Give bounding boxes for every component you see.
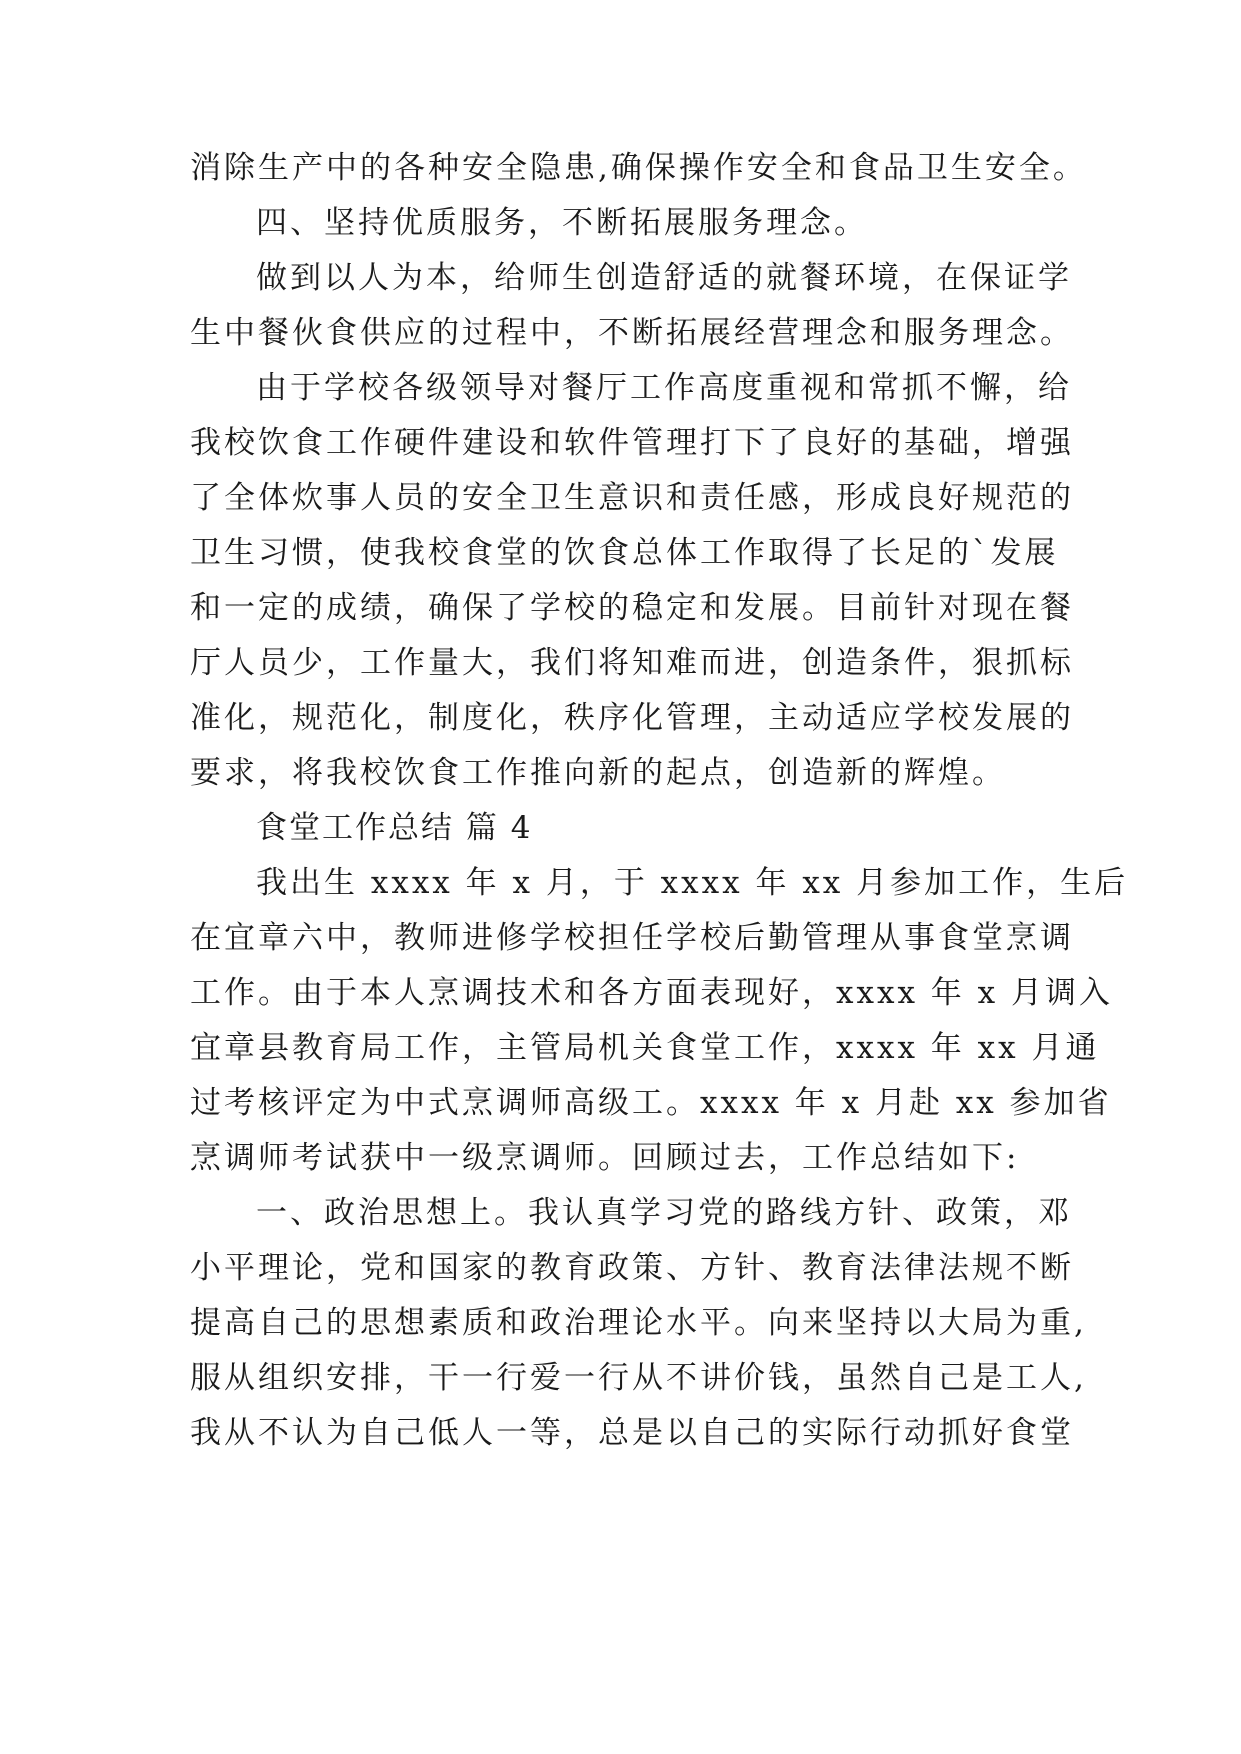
text-line: 卫生习惯，使我校食堂的饮食总体工作取得了长足的`发展 xyxy=(190,535,1059,571)
text-line: 工作。由于本人烹调技术和各方面表现好，xxxx 年 x 月调入 xyxy=(190,975,1113,1011)
text-line: 我出生 xxxx 年 x 月，于 xxxx 年 xx 月参加工作，生后 xyxy=(256,865,1129,901)
text-line: 准化，规范化，制度化，秩序化管理，主动适应学校发展的 xyxy=(190,700,1074,736)
text-line: 和一定的成绩，确保了学校的稳定和发展。目前针对现在餐 xyxy=(190,590,1074,626)
text-line: 我校饮食工作硬件建设和软件管理打下了良好的基础，增强 xyxy=(190,425,1074,461)
text-line: 过考核评定为中式烹调师高级工。xxxx 年 x 月赴 xx 参加省 xyxy=(190,1085,1112,1121)
text-line: 一、政治思想上。我认真学习党的路线方针、政策，邓 xyxy=(256,1195,1072,1231)
text-line: 生中餐伙食供应的过程中，不断拓展经营理念和服务理念。 xyxy=(190,315,1074,351)
text-line: 要求，将我校饮食工作推向新的起点，创造新的辉煌。 xyxy=(190,755,1006,791)
text-line: 在宜章六中，教师进修学校担任学校后勤管理从事食堂烹调 xyxy=(190,920,1074,956)
text-line: 厅人员少，工作量大，我们将知难而进，创造条件，狠抓标 xyxy=(190,645,1074,681)
text-line: 服从组织安排，干一行爱一行从不讲价钱，虽然自己是工人, xyxy=(190,1360,1087,1396)
text-line: 宜章县教育局工作，主管局机关食堂工作，xxxx 年 xx 月通 xyxy=(190,1030,1100,1066)
text-line: 消除生产中的各种安全隐患,确保操作安全和食品卫生安全。 xyxy=(190,150,1087,186)
text-line: 由于学校各级领导对餐厅工作高度重视和常抓不懈，给 xyxy=(256,370,1072,406)
text-line: 烹调师考试获中一级烹调师。回顾过去，工作总结如下: xyxy=(190,1140,1020,1176)
text-line: 做到以人为本，给师生创造舒适的就餐环境，在保证学 xyxy=(256,260,1072,296)
text-line: 我从不认为自己低人一等，总是以自己的实际行动抓好食堂 xyxy=(190,1415,1074,1451)
article-heading: 食堂工作总结 篇 4 xyxy=(256,810,533,846)
text-line: 小平理论，党和国家的教育政策、方针、教育法律法规不断 xyxy=(190,1250,1074,1286)
text-line: 提高自己的思想素质和政治理论水平。向来坚持以大局为重, xyxy=(190,1305,1087,1341)
text-line: 了全体炊事人员的安全卫生意识和责任感，形成良好规范的 xyxy=(190,480,1074,516)
section-heading: 四、坚持优质服务，不断拓展服务理念。 xyxy=(256,205,868,241)
